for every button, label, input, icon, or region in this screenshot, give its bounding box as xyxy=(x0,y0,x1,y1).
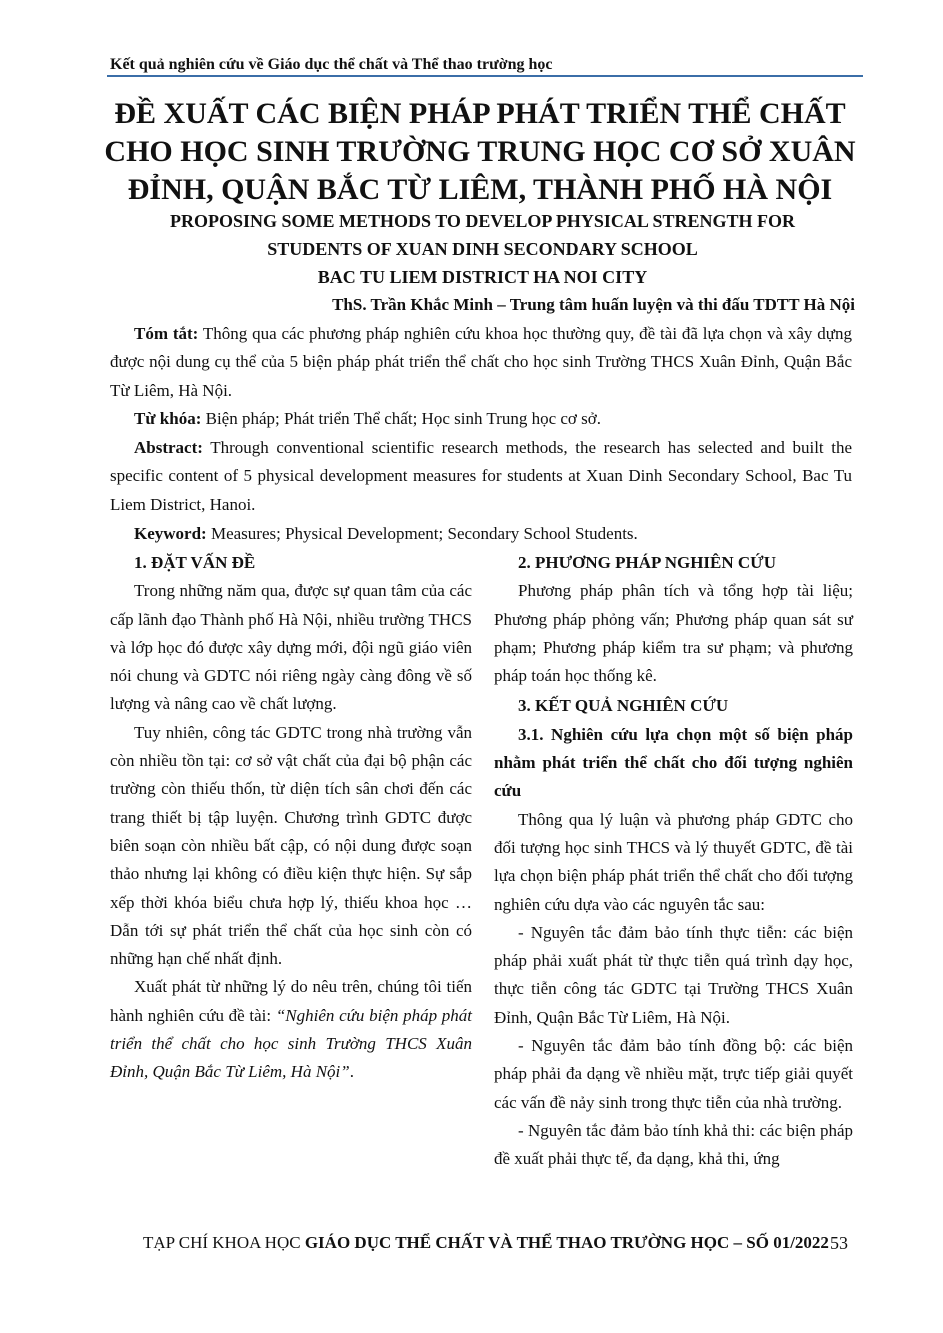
journal-name-bold: GIÁO DỤC THỂ CHẤT VÀ THỂ THAO TRƯỜNG HỌC – SỐ 01/2022 xyxy=(304,1233,829,1252)
title-line: ĐỈNH, QUẬN BẮC TỪ LIÊM, THÀNH PHỐ HÀ NỘI xyxy=(127,173,833,206)
label: Từ khóa: xyxy=(134,409,202,429)
text: . xyxy=(349,1062,354,1082)
label: Abstract: xyxy=(134,438,203,458)
paragraph: - Nguyên tắc đảm bảo tính đồng bộ: các biện pháp phải đa dạng về nhiều mặt, trực tiếp giải quyết các vấn đề nảy sinh trong thực tiễn của nhà trường. xyxy=(494,1036,853,1112)
title-line: STUDENTS OF XUAN DINH SECONDARY SCHOOL xyxy=(267,239,698,259)
journal-name: TẠP CHÍ KHOA HỌC xyxy=(143,1233,305,1252)
paragraph: - Nguyên tắc đảm bảo tính thực tiễn: các biện pháp phải xuất phát từ thực tiễn quá trình dạy học, thực tiễn công tác GDTC tại Trường THCS Xuân Đỉnh, Quận Bắc Từ Liêm, Hà Nội. xyxy=(494,922,853,1027)
summary-vi xyxy=(110,320,852,405)
text: Through conventional scientific research methods, the research has selected and built the specific content of 5 physical development measures for students at Xuan Dinh Secondary School, Bac Tu Liem District, Hanoi. xyxy=(110,438,852,514)
text: Measures; Physical Development; Secondary School Students. xyxy=(206,523,638,543)
header-rule xyxy=(107,75,863,77)
article-title-en xyxy=(110,207,855,291)
study-title: “Nghiên cứu biện pháp phát triển thể chất cho học sinh Trường THCS Xuân Đỉnh, Quận Bắc Từ Liêm, Hà Nội” xyxy=(110,1005,472,1082)
title-line: PROPOSING SOME METHODS TO DEVELOP PHYSICAL STRENGTH FOR xyxy=(170,211,795,231)
left-column xyxy=(110,549,472,1087)
paragraph xyxy=(110,973,472,1086)
paragraph: Phương pháp phân tích và tổng hợp tài liệu; Phương pháp phỏng vấn; Phương pháp quan sát sư phạm; Phương pháp kiểm tra sư phạm; và phương pháp toán học thống kê. xyxy=(494,581,853,686)
title-line: ĐỀ XUẤT CÁC BIỆN PHÁP PHÁT TRIỂN THỂ CHẤT xyxy=(114,97,846,130)
author-line: ThS. Trần Khắc Minh – Trung tâm huấn luyện và thi đấu TDTT Hà Nội xyxy=(332,295,855,314)
text: Xuất phát từ những lý do nêu trên, chúng tôi tiến hành nghiên cứu đề tài: xyxy=(110,977,472,1025)
paragraph: Thông qua lý luận và phương pháp GDTC cho đối tượng học sinh THCS và lý thuyết GDTC, đề tài lựa chọn biện pháp phát triển thể chất cho đối tượng nghiên cứu dựa vào các nguyên tắc sau: xyxy=(494,809,853,914)
journal-footer xyxy=(143,1233,829,1253)
label: Tóm tắt: xyxy=(134,324,199,343)
section-heading: 3. KẾT QUẢ NGHIÊN CỨU xyxy=(518,696,729,716)
title-line: BAC TU LIEM DISTRICT HA NOI CITY xyxy=(317,267,648,287)
running-header: Kết quả nghiên cứu về Giáo dục thể chất và Thể thao trường học xyxy=(110,56,553,73)
subsection-heading: 3.1. Nghiên cứu lựa chọn một số biện pháp nhằm phát triển thể chất cho đối tượng nghiên cứu xyxy=(494,724,853,801)
section-heading: 1. ĐẶT VẤN ĐỀ xyxy=(134,553,256,572)
paragraph: - Nguyên tắc đảm bảo tính khả thi: các biện pháp đề xuất phải thực tế, đa dạng, khả thi, ứng xyxy=(494,1120,853,1169)
text: Thông qua các phương pháp nghiên cứu khoa học thường quy, đề tài đã lựa chọn và xây dựng được nội dung cụ thể của 5 biện pháp phát triển thể chất cho học sinh Trường THCS Xuân Đỉnh, Quận Bắc Từ Liêm, Hà Nội. xyxy=(110,324,852,400)
title-line: CHO HỌC SINH TRƯỜNG TRUNG HỌC CƠ SỞ XUÂN xyxy=(104,135,856,168)
paragraph: Trong những năm qua, được sự quan tâm của các cấp lãnh đạo Thành phố Hà Nội, nhiều trường THCS và lớp học đó được xây dựng mới, đội ngũ giáo viên nói chung và GDTC nói riêng ngày càng đông về số lượng và nâng cao về chất lượng. xyxy=(110,581,472,714)
abstract-block xyxy=(110,320,852,548)
article-title-vi xyxy=(100,95,860,209)
abstract-en xyxy=(110,434,852,519)
page-number: 53 xyxy=(830,1233,848,1253)
section-heading: 2. PHƯƠNG PHÁP NGHIÊN CỨU xyxy=(518,553,776,572)
keywords-vi xyxy=(110,405,852,433)
text: Biện pháp; Phát triển Thể chất; Học sinh Trung học cơ sở. xyxy=(201,409,602,429)
right-column xyxy=(494,549,853,1174)
keywords-en xyxy=(110,520,852,548)
paragraph: Tuy nhiên, công tác GDTC trong nhà trường vẫn còn nhiều tồn tại: cơ sở vật chất của đại bộ phận các trường còn thiếu thốn, từ diện tích sân chơi đến các trang thiết bị tập luyện. Chương trình GDTC được biên soạn còn nhiều bất cập, có nội dung được soạn thảo nhưng lại không có điều kiện thực hiện. Sự sắp xếp thời khóa biểu chưa hợp lý, thiếu khoa học …Dẫn tới sự phát triển thể chất của học sinh còn có những hạn chế nhất định. xyxy=(110,722,472,969)
label: Keyword: xyxy=(134,523,207,543)
